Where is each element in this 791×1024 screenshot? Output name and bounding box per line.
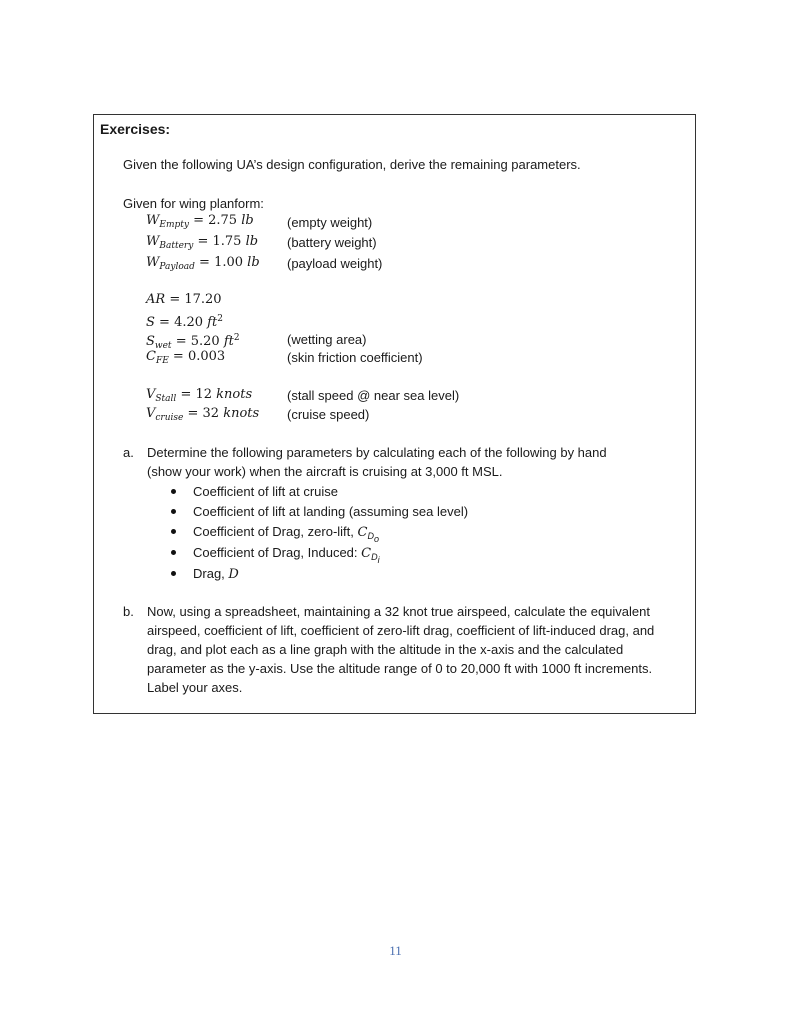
weight-empty-desc: (empty weight) bbox=[287, 215, 373, 230]
bullet-drag-induced: Coefficient of Drag, Induced: $C_{D_i}$ bbox=[193, 545, 380, 568]
stall-speed-desc: (stall speed @ near sea level) bbox=[287, 388, 460, 403]
intro-text: Given the following UA’s design configuration, derive the remaining parameters. bbox=[123, 157, 581, 172]
weight-battery: $W_{Battery} = 1.75$ lb bbox=[146, 234, 259, 251]
part-b-text: Now, using a spreadsheet, maintaining a 32 knot true airspeed, calculate the equivalent airspeed, coefficient of lift, coefficient of zero-lift drag, coefficient of lift-induced drag, and drag, and plot each as a line graph with the altitude in the x-axis and the calculated parameter as the y-axis. Use the altitude range of 0 to 20,000 ft with 1000 ft increments. Label your axes. bbox=[147, 604, 655, 695]
stall-speed: $V_{Stall} = 12$ knots bbox=[146, 387, 253, 404]
aspect-ratio: AR = 17.20 bbox=[146, 292, 222, 307]
cruise-speed: $V_{cruise} = 32$ knots bbox=[146, 406, 260, 423]
part-a-line2: (show your work) when the aircraft is cruising at 3,000 ft MSL. bbox=[147, 464, 503, 479]
weight-payload: $W_{Payload} = 1.00$ lb bbox=[146, 255, 260, 272]
bullet-drag-zero-lift: Coefficient of Drag, zero-lift, $C_{D_o}$ bbox=[193, 524, 379, 547]
part-a-letter: a. bbox=[123, 445, 134, 460]
given-heading: Given for wing planform: bbox=[123, 196, 264, 211]
wetted-area: $S_{wet} = 5.20$ $ft^2$ bbox=[146, 333, 240, 351]
weight-battery-desc: (battery weight) bbox=[287, 235, 377, 250]
page-number: 11 bbox=[389, 943, 402, 958]
skin-friction: $C_{FE} = 0.003$ bbox=[146, 349, 226, 366]
weight-empty: $W_{Empty} = 2.75$ lb bbox=[146, 213, 254, 230]
bullet-lift-cruise: Coefficient of lift at cruise bbox=[193, 484, 338, 499]
skin-friction-desc: (skin friction coefficient) bbox=[287, 350, 423, 365]
part-a-line1: Determine the following parameters by calculating each of the following by hand bbox=[147, 445, 607, 460]
cruise-speed-desc: (cruise speed) bbox=[287, 407, 370, 422]
part-b-letter: b. bbox=[123, 604, 134, 619]
bullet-lift-landing: Coefficient of lift at landing (assuming sea level) bbox=[193, 504, 469, 519]
weight-payload-desc: (payload weight) bbox=[287, 256, 383, 271]
wetted-area-desc: (wetting area) bbox=[287, 332, 367, 347]
exercise-title: Exercises: bbox=[100, 121, 171, 137]
wing-area: S = 4.20 $ft^2$ bbox=[146, 314, 223, 330]
bullet-drag: Drag, D bbox=[193, 566, 239, 582]
